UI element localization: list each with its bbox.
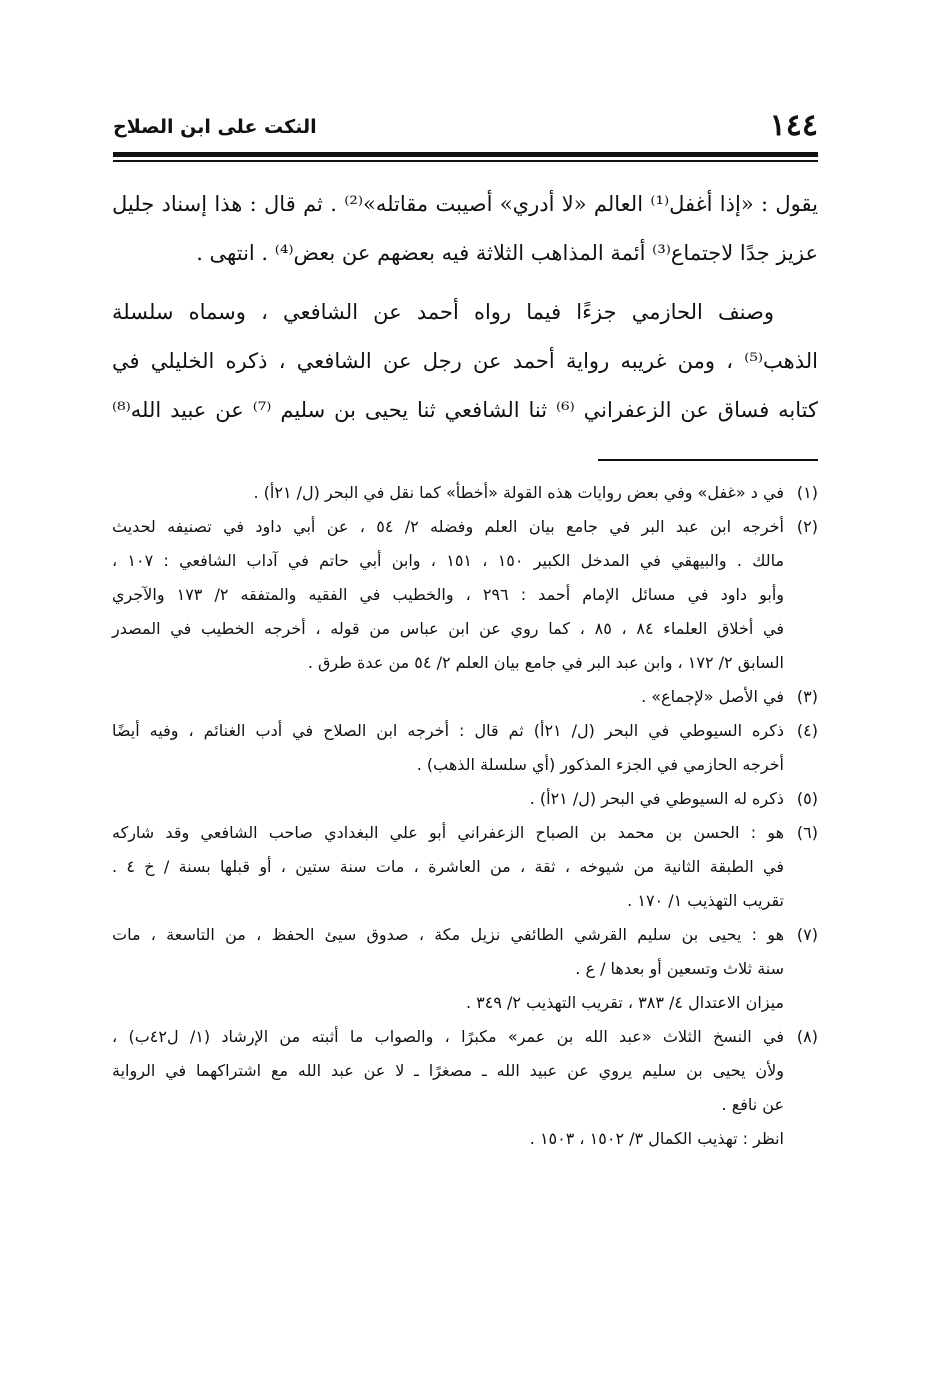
footnote-line: أخرجه الحازمي في الجزء المذكور (أي سلسلة الذهب) . [416, 755, 784, 774]
footnote-line: انظر : تهذيب الكمال ٣/ ١٥٠٢ ، ١٥٠٣ . [529, 1129, 784, 1148]
footnote-line: هو : الحسن بن محمد بن الصباح الزعفراني أبو علي البغدادي صاحب الشافعي وقد شاركه [112, 823, 784, 842]
page-number: ١٤٤ [769, 108, 818, 143]
footnote-line: أخرجه ابن عبد البر في جامع بيان العلم وفضله ٢/ ٥٤ ، عن أبي داود في تصنيفه لحديث [112, 517, 784, 536]
footnote-number: (٦) [796, 823, 818, 842]
main-text [112, 180, 818, 435]
footnote-3 [112, 680, 818, 714]
footnote-4 [112, 714, 818, 782]
footnote-number: (٧) [796, 925, 818, 944]
page-header [113, 108, 818, 148]
footnote-line: في أخلاق العلماء ٨٤ ، ٨٥ ، كما روي عن ابن عباس من قوله ، أخرجه الخطيب في المصدر [112, 619, 784, 638]
footnote-line: ذكره له السيوطي في البحر (ل/ ٢١أ) . [529, 789, 784, 808]
main-line: كتابه فساق عن الزعفراني ⁽⁶⁾ ثنا الشافعي ثنا يحيى بن سليم ⁽⁷⁾ عن عبيد الله⁽⁸⁾ [112, 398, 818, 422]
footnote-separator [598, 459, 818, 461]
header-rule-thick [113, 152, 818, 157]
footnote-5 [112, 782, 818, 816]
footnote-line: السابق ٢/ ١٧٢ ، وابن عبد البر في جامع بيان العلم ٢/ ٥٤ من عدة طرق . [307, 653, 784, 672]
footnote-line: في الطبقة الثانية من شيوخه ، ثقة ، من العاشرة ، مات سنة ستين ، أو قبلها بسنة / خ ٤ . [112, 857, 785, 876]
main-line: عزيز جدًا لاجتماع⁽³⁾ أئمة المذاهب الثلاثة فيه بعضهم عن بعض⁽⁴⁾ . انتهى . [196, 241, 818, 265]
main-line: الذهب⁽⁵⁾ ، ومن غريبه رواية أحمد عن رجل عن الشافعي ، ذكره الخليلي في [112, 349, 818, 373]
footnote-7 [112, 918, 818, 1020]
footnote-number: (٢) [796, 517, 818, 536]
footnote-2 [112, 510, 818, 680]
footnote-1 [112, 476, 818, 510]
footnote-number: (٤) [796, 721, 818, 740]
running-title: النكت على ابن الصلاح [113, 116, 317, 138]
footnote-line: تقريب التهذيب ١/ ١٧٠ . [627, 891, 784, 910]
footnote-number: (٣) [796, 687, 818, 706]
footnote-line: في د «غفل» وفي بعض روايات هذه القولة «أخطأ» كما نقل في البحر (ل/ ٢١أ) . [253, 483, 784, 502]
footnotes [112, 476, 818, 1156]
footnote-line: سنة ثلاث وتسعين أو بعدها / ع . [575, 959, 784, 978]
footnote-number: (١) [796, 483, 818, 502]
footnote-line: في النسخ الثلاث «عبد الله بن عمر» مكبرًا ، والصواب ما أثبته من الإرشاد (١/ ل٤٢ب) ، [112, 1027, 785, 1046]
footnote-line: هو : يحيى بن سليم القرشي الطائفي نزيل مكة ، صدوق سيئ الحفظ ، من التاسعة ، مات [112, 925, 784, 944]
footnote-line: في الأصل «لإجماع» . [641, 687, 784, 706]
footnote-8 [112, 1020, 818, 1156]
footnote-line: مالك . والبيهقي في المدخل الكبير ١٥٠ ، ١٥١ ، وابن أبي حاتم في آداب الشافعي : ١٠٧ ، [112, 551, 785, 570]
footnote-6 [112, 816, 818, 918]
footnote-number: (٨) [796, 1027, 818, 1046]
header-rule-thin [113, 160, 818, 162]
footnote-line: ولأن يحيى بن سليم يروي عن عبيد الله ـ مصغرًا ـ لا عن عبد الله مع اشتراكهما في الرواية [112, 1061, 784, 1080]
footnote-line: وأبو داود في مسائل الإمام أحمد : ٢٩٦ ، والخطيب في الفقيه والمتفقه ٢/ ١٧٣ والآجري [112, 585, 785, 604]
footnote-line: ذكره السيوطي في البحر (ل/ ٢١أ) ثم قال : أخرجه ابن الصلاح في أدب الغنائم ، وفيه أيضًا [112, 721, 784, 740]
footnote-line: ميزان الاعتدال ٤/ ٣٨٣ ، تقريب التهذيب ٢/ ٣٤٩ . [465, 993, 784, 1012]
paragraph-2 [112, 288, 818, 435]
footnote-line: عن نافع . [721, 1095, 784, 1114]
footnote-number: (٥) [796, 789, 818, 808]
paragraph-1 [112, 180, 818, 278]
main-line: وصنف الحازمي جزءًا فيما رواه أحمد عن الشافعي ، وسماه سلسلة [112, 300, 774, 324]
main-line: يقول : «إذا أغفل⁽¹⁾ العالم «لا أدري» أصيبت مقاتله»⁽²⁾ . ثم قال : هذا إسناد جليل [112, 192, 818, 216]
